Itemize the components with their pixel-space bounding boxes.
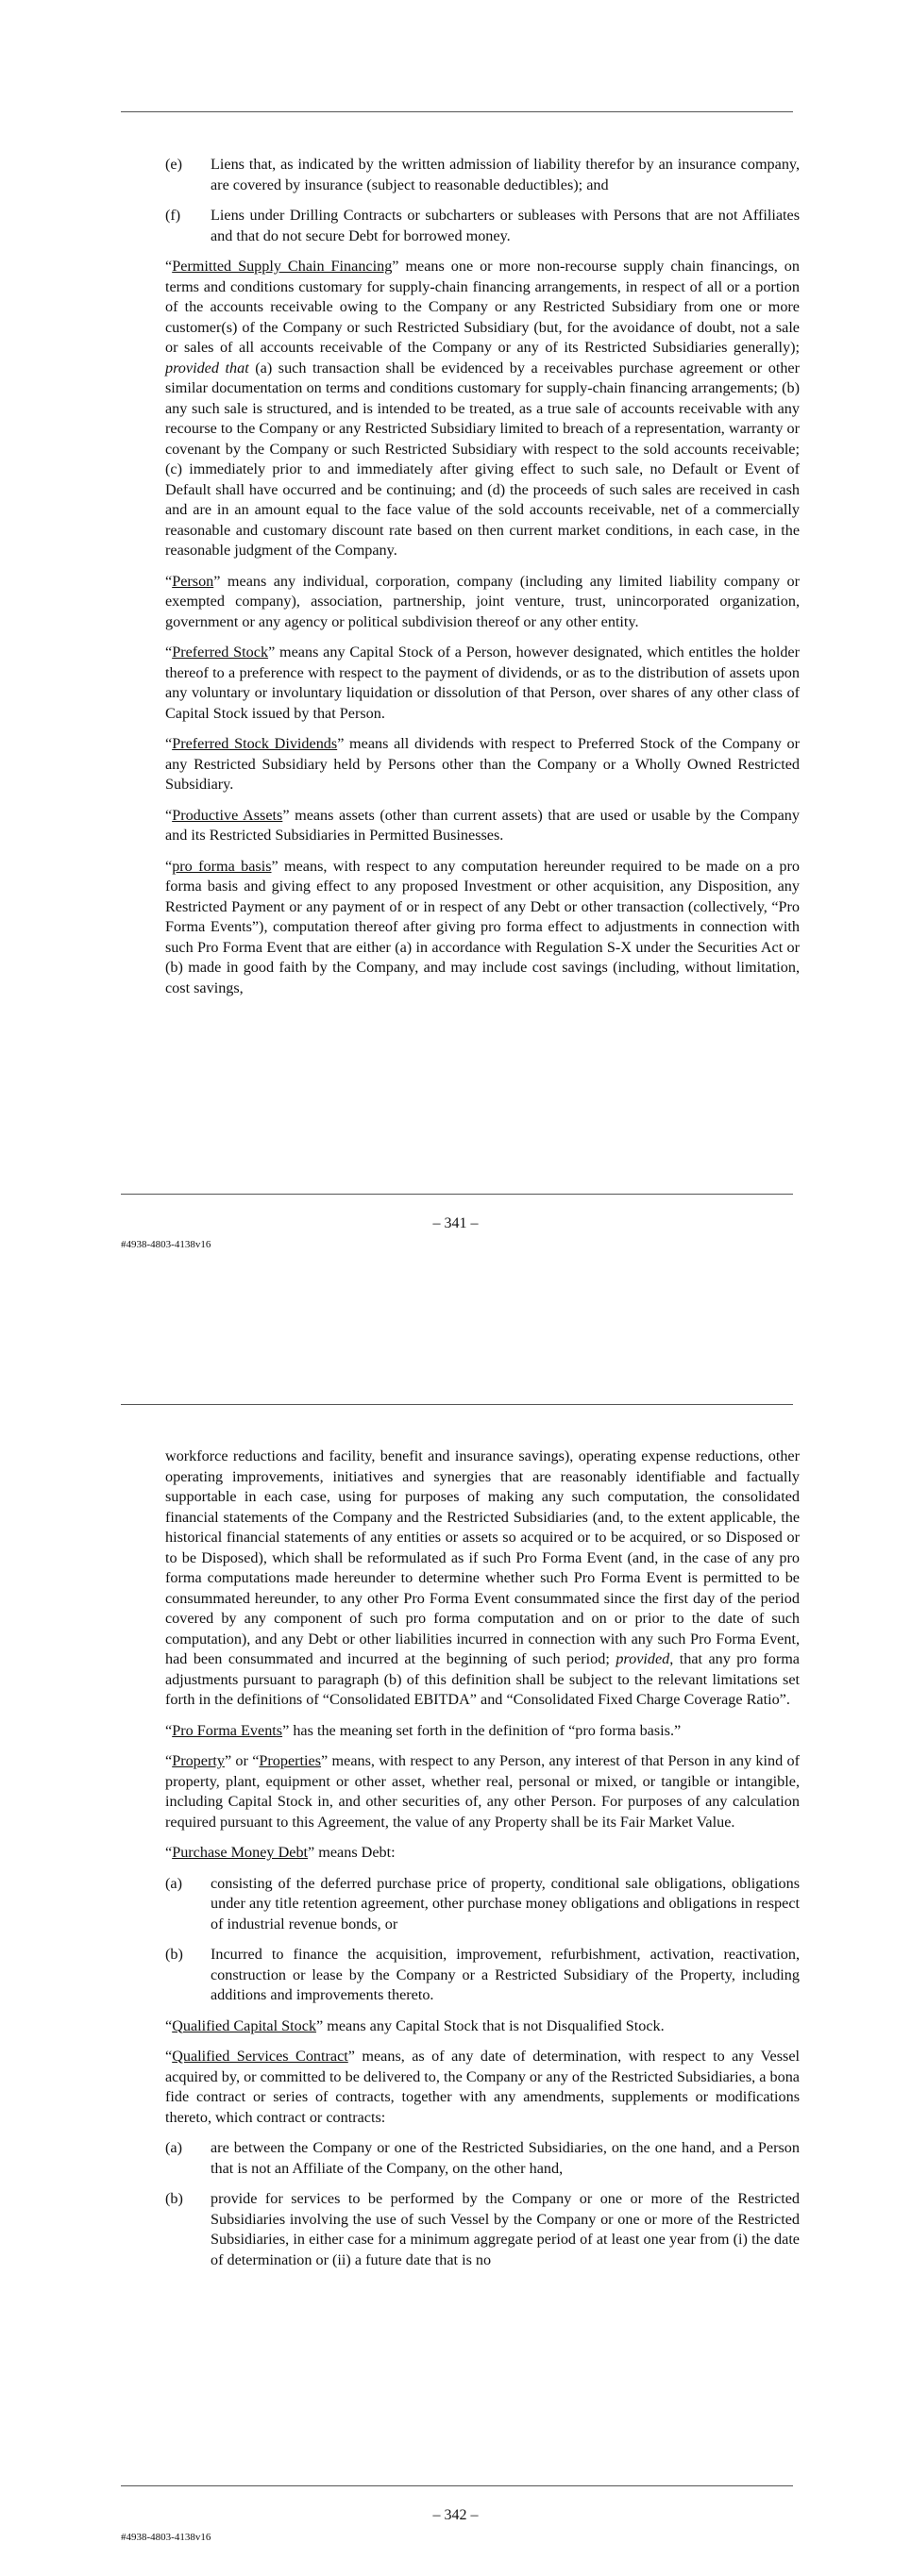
definition-text: ” means assets (other than current assets) that are used or usable by the Company and its Restricted Subsidiaries in Permitted Businesses. [165,806,800,844]
list-item [165,2189,800,2270]
definition-text: workforce reductions and facility, benefit and insurance savings), operating expense reductions, other operating improvements, initiatives and synergies that are reasonably identifiable and factually supportable in each case, using for purposes of making any such computation, the consolidated financial statements of the Company and the Restricted Subsidiaries (and, to the extent applicable, the historical financial statements of any entities or assets so acquired or to be acquired, or so Disposed or to be Disposed), which shall be reformulated as if such Pro Forma Event (and, in the case of any pro forma computations made hereunder to determine whether such Pro Forma Event is permitted to be consummated hereunder, to any other Pro Forma Event consummated since the first day of the period covered by any component of such pro forma computation and on or prior to the date of such computation), and any Debt or other liabilities incurred in connection with any such Pro Forma Event, had been consummated and incurred at the beginning of such period; [165,1447,800,1667]
defined-term: Purchase Money Debt [172,1844,309,1861]
document-id: #4938-4803-4138v16 [121,2532,211,2543]
definition-text: ” means Debt: [308,1844,396,1861]
definition-purchase-money-debt: “Purchase Money Debt” means Debt: [165,1844,396,1861]
defined-term: Properties [259,1752,322,1769]
list-item-text: provide for services to be performed by the Company or one or more of the Restricted Subsidiaries involving the use of such Vessel by the Company or one or more of the Restricted Subsidiaries, in either case for a minimum aggregate period of at least one year from (i) the date of determination or (ii) a future date that is no [211,2190,800,2268]
list-item-label: (f) [165,207,181,224]
definition-emphasis: provided [616,1650,670,1667]
list-item-text: consisting of the deferred purchase price of property, conditional sale obligations, obligations under any title retention agreement, other purchase money obligations and obligations in respect of industrial revenue bonds, or [211,1874,800,1932]
defined-term: Permitted Supply Chain Financing [172,258,393,275]
list-item-text: Liens under Drilling Contracts or subcharters or subleases with Persons that are not Affiliates and that do not secure Debt for borrowed money. [211,207,800,244]
definition-pro-forma-basis: “pro forma basis” means, with respect to any computation hereunder required to be made on a pro forma basis and giving effect to any proposed Investment or other acquisition, any Disposition, any Restricted Payment or any payment of or in respect of any Debt or other transaction (collectively, “Pro Forma Events”), computation thereof after giving pro forma effect to adjustments in connection with such Pro Forma Event that are either (a) in accordance with Regulation S-X under the Securities Act or (b) made in good faith by the Company, and may include cost savings (including, without limitation, cost savings, [165,857,800,996]
definition-text: (a) such transaction shall be evidenced by a receivables purchase agreement or other similar documentation on terms and conditions customary for supply-chain financing arrangements; (b) any such sale is structured, and is intended to be treated, as a true sale of accounts receivable with any recourse to the Company or any Restricted Subsidiary limited to breach of a representation, warranty or covenant by the Company or such Restricted Subsidiary with respect to the sold accounts receivable; (c) immediately prior to and immediately after giving effect to such sale, no Default or Event of Default shall have occurred and be continuing; and (d) the proceeds of such sales are received in cash and are in an amount equal to the face value of the sold accounts receivable, net of a commercially reasonable and customary discount rate based on then current market conditions, in each case, in the reasonable judgment of the Company. [165,359,800,559]
list-item-text: Liens that, as indicated by the written admission of liability therefor by an insurance company, are covered by insurance (subject to reasonable deductibles); and [211,156,800,193]
list-item [165,1945,800,2006]
list-item [165,1874,800,1935]
defined-term: Property [172,1752,225,1769]
definition-property: “Property” or “Properties” means, with respect to any Person, any interest of that Person in any kind of property, plant, equipment or other asset, whether real, personal or mixed, or tangible or intangible, including Capital Stock in, and other securities of, any other Person. For purposes of any calculation required pursuant to this Agreement, the value of any Property shall be its Fair Market Value. [165,1752,800,1831]
list-item-label: (a) [165,2139,182,2156]
page-1-top-rule [121,111,793,112]
definition-permitted-supply-chain-financing: “Permitted Supply Chain Financing” means one or more non-recourse supply chain financings, on terms and conditions customary for supply-chain financing arrangements, in respect of all or a portion of the accounts receivable owing to the Company or any Restricted Subsidiary from one or more customer(s) of the Company or such Restricted Subsidiary (but, for the avoidance of doubt, not a sale or sales of all accounts receivable of the Company or any of its Restricted Subsidiaries generally); provided that (a) such transaction shall be evidenced by a receivables purchase agreement or other similar documentation on terms and conditions customary for supply-chain financing arrangements; (b) any such sale is structured, and is intended to be treated, as a true sale of accounts receivable with any recourse to the Company or any Restricted Subsidiary limited to breach of a representation, warranty or covenant by the Company or such Restricted Subsidiary with respect to the sold accounts receivable; (c) immediately prior to and immediately after giving effect to such sale, no Default or Event of Default shall have occurred and be continuing; and (d) the proceeds of such sales are received in cash and are in an amount equal to the face value of the sold accounts receivable, net of a commercially reasonable and customary discount rate based on then current market conditions, in each case, in the reasonable judgment of the Company. [165,258,800,559]
list-item-text: are between the Company or one of the Restricted Subsidiaries, on the one hand, and a Person that is not an Affiliate of the Company, on the other hand, [211,2139,800,2177]
definition-text: ” means all dividends with respect to Preferred Stock of the Company or any Restricted Subsidiary held by Persons other than the Company or a Wholly Owned Restricted Subsidiary. [165,735,800,793]
page-2-top-rule [121,1404,793,1405]
list-item [165,206,800,246]
definition-text: ” means one or more non-recourse supply chain financings, on terms and conditions customary for supply-chain financing arrangements, in respect of all or a portion of the accounts receivable owing to the Company or any Restricted Subsidiary from one or more customer(s) of the Company or such Restricted Subsidiary (but, for the avoidance of doubt, not a sale or sales of all accounts receivable of the Company or any of its Restricted Subsidiaries generally); [165,258,800,356]
definition-text: ” or “ [224,1752,260,1769]
defined-term: Person [172,572,214,590]
list-item [165,155,800,195]
definition-text: ” means, with respect to any computation hereunder required to be made on a pro forma basis and giving effect to any proposed Investment or other acquisition, any Disposition, any Restricted Payment or any payment of or in respect of any Debt or other transaction (collectively, “Pro Forma Events”), computation thereof after giving pro forma effect to adjustments in connection with such Pro Forma Event that are either (a) in accordance with Regulation S-X under the Securities Act or (b) made in good faith by the Company, and may include cost savings (including, without limitation, cost savings, [165,857,800,996]
document-id: #4938-4803-4138v16 [121,1239,211,1250]
definition-text: ” means, with respect to any Person, any interest of that Person in any kind of property, plant, equipment or other asset, whether real, personal or mixed, or tangible or intangible, including Capital Stock in, and other securities of, any other Person. For purposes of any calculation required pursuant to this Agreement, the value of any Property shall be its Fair Market Value. [165,1752,800,1831]
defined-term: Pro Forma Events [172,1721,283,1739]
definition-person: “Person” means any individual, corporation, company (including any limited liability company or exempted company), association, partnership, joint venture, trust, unincorporated organization, government or any agency or political subdivision thereof or any other entity. [165,572,800,630]
definition-qualified-services-contract: “Qualified Services Contract” means, as of any date of determination, with respect to any Vessel acquired by, or committed to be delivered to, the Company or any of the Restricted Subsidiaries, a bona fide contract or series of contracts, together with any amendments, supplements or modifications thereto, which contract or contracts: [165,2048,800,2126]
definition-text: ” means any individual, corporation, company (including any limited liability company or exempted company), association, partnership, joint venture, trust, unincorporated organization, government or any agency or political subdivision thereof or any other entity. [165,572,800,630]
list-item-label: (b) [165,2190,183,2207]
list-item-text: Incurred to finance the acquisition, improvement, refurbishment, activation, reactivation, construction or lease by the Company or a Restricted Subsidiary of the Property, including additions and improvements thereto. [211,1946,800,2003]
list-item [165,2138,800,2179]
defined-term: pro forma basis [172,857,272,875]
list-item-label: (a) [165,1874,182,1892]
page-number: – 341 – [432,1215,479,1231]
definition-productive-assets: “Productive Assets” means assets (other than current assets) that are used or usable by the Company and its Restricted Subsidiaries in Permitted Businesses. [165,806,800,844]
defined-term: Qualified Services Contract [172,2048,348,2065]
page-2-body [165,1447,800,2281]
page-number: – 342 – [432,2507,479,2523]
page-2-bottom-rule [121,2485,793,2486]
definition-text: ” has the meaning set forth in the definition of “pro forma basis.” [282,1721,682,1739]
definition-preferred-stock: “Preferred Stock” means any Capital Stock of a Person, however designated, which entitles the holder thereof to a preference with respect to the payment of dividends, or as to the distribution of assets upon any voluntary or involuntary liquidation or dissolution of that Person, over shares of any other class of Capital Stock issued by that Person. [165,644,800,722]
defined-term: Productive Assets [172,806,283,824]
pro-forma-basis-continuation [165,1447,800,1711]
defined-term: Preferred Stock [172,644,269,661]
list-item-label: (e) [165,156,182,173]
definition-text: ” means any Capital Stock of a Person, however designated, which entitles the holder thereof to a preference with respect to the payment of dividends, or as to the distribution of assets upon any voluntary or involuntary liquidation or dissolution of that Person, over shares of any other class of Capital Stock issued by that Person. [165,644,800,722]
list-item-label: (b) [165,1946,183,1963]
definition-text: ” means any Capital Stock that is not Disqualified Stock. [316,2016,665,2034]
defined-term: Preferred Stock Dividends [172,735,338,752]
definition-qualified-capital-stock: “Qualified Capital Stock” means any Capital Stock that is not Disqualified Stock. [165,2016,665,2034]
definition-pro-forma-events: “Pro Forma Events” has the meaning set forth in the definition of “pro forma basis.” [165,1721,682,1739]
definition-text: , that any pro forma adjustments pursuant to paragraph (b) of this definition shall be subject to the relevant limitations set forth in the definitions of “Consolidated EBITDA” and “Consolidated Fixed Charge Coverage Ratio”. [165,1650,800,1708]
page-1-body [165,155,800,1009]
definition-text: ” means, as of any date of determination, with respect to any Vessel acquired by, or committed to be delivered to, the Company or any of the Restricted Subsidiaries, a bona fide contract or series of contracts, together with any amendments, supplements or modifications thereto, which contract or contracts: [165,2048,800,2126]
defined-term: Qualified Capital Stock [172,2016,317,2034]
definition-emphasis: provided that [165,359,249,376]
page-1-bottom-rule [121,1194,793,1195]
definition-preferred-stock-dividends: “Preferred Stock Dividends” means all dividends with respect to Preferred Stock of the Company or any Restricted Subsidiary held by Persons other than the Company or a Wholly Owned Restricted Subsidiary. [165,735,800,793]
